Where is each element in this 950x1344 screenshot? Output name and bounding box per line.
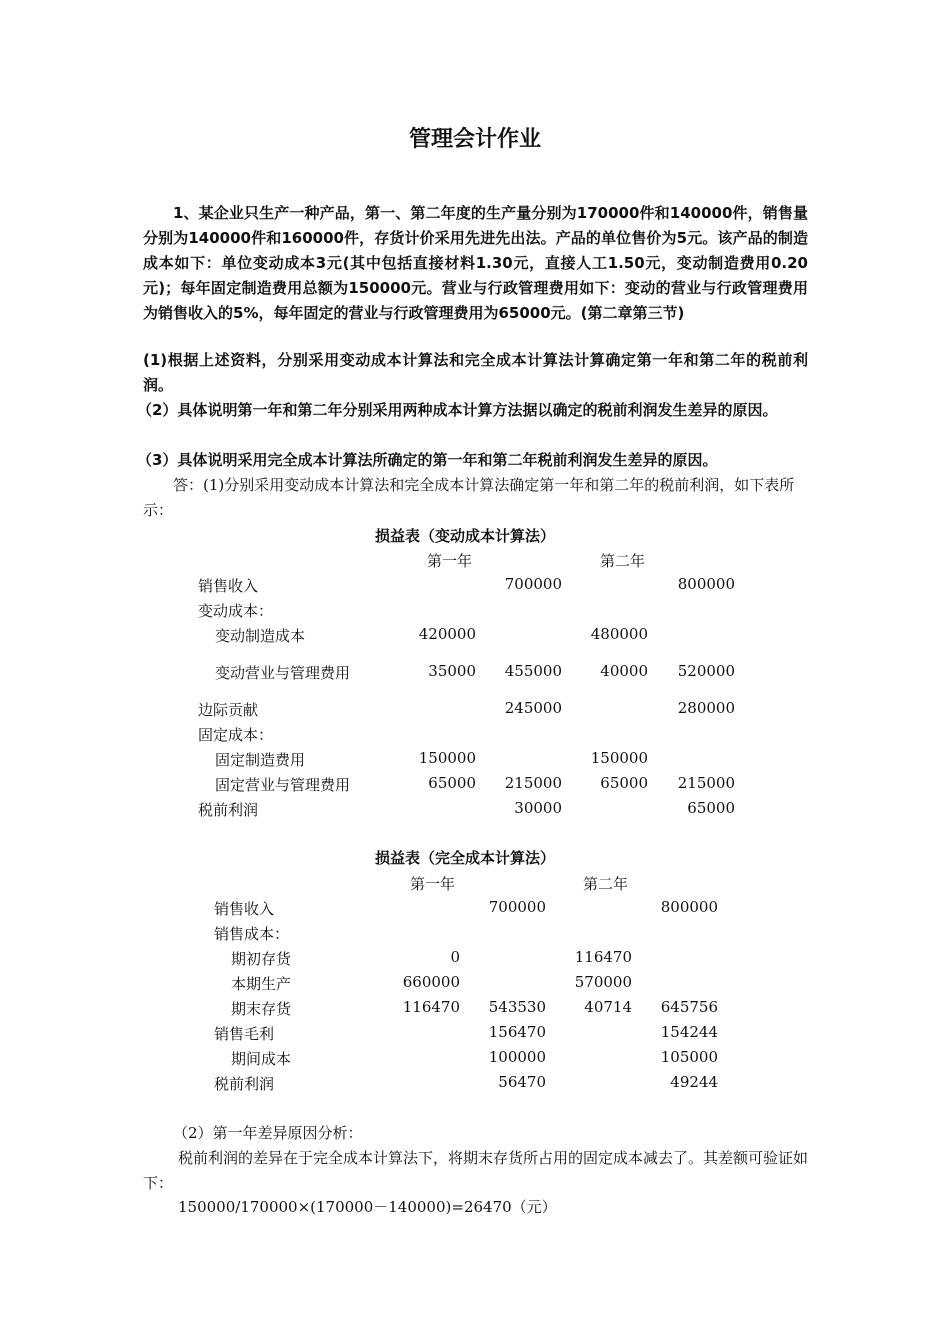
question-part-2: （2）具体说明第一年和第二年分别采用两种成本计算方法据以确定的税前利润发生差异的原因。 bbox=[137, 401, 778, 419]
question-part-1: (1)根据上述资料，分别采用变动成本计算法和完全成本计算法计算确定第一年和第二年的税前利润。 bbox=[143, 351, 808, 394]
cell-year1-detail: 660000 bbox=[402, 973, 460, 991]
cell-year2-detail: 150000 bbox=[590, 749, 648, 767]
cell-year1-total: 215000 bbox=[504, 774, 562, 792]
row-label: 边际贡献 bbox=[198, 701, 259, 719]
cell-year1-total: 543530 bbox=[488, 998, 546, 1016]
cell-year1-detail: 65000 bbox=[428, 774, 476, 792]
question-text: 1、某企业只生产一种产品，第一、第二年度的生产量分别为170000件和140000件，销售量分别为140000件和160000件，存货计价采用先进先出法。产品的单位售价为5元。该产品的制造成本如下：单位变动成本3元(其中包括直接材料1.30元，直接人工1.50元，变动制造费用0.20元)；每年固定制造费用总额为150000元。营业与行政管理费用如下：变动的营业与行政管理费用为销售收入的5%，每年固定的营业与行政管理费用为65000元。(第二章第三节) bbox=[143, 204, 808, 322]
answer-intro: 答：(1)分别采用变动成本计算法和完全成本计算法确定第一年和第二年的税前利润，如下表所示： bbox=[143, 476, 795, 519]
row-label: 期末存货 bbox=[231, 1000, 292, 1018]
row-label: 税前利润 bbox=[198, 801, 259, 819]
row-label: 销售毛利 bbox=[214, 1025, 275, 1043]
row-label: 变动营业与管理费用 bbox=[215, 664, 351, 682]
row-label: 销售收入 bbox=[198, 577, 259, 595]
cell-year1-total: 56470 bbox=[498, 1073, 546, 1091]
analysis-text: 税前利润的差异在于完全成本计算法下，将期末存货所占用的固定成本减去了。其差额可验证如下： bbox=[143, 1149, 809, 1192]
row-label: 期初存货 bbox=[231, 950, 292, 968]
cell-year1-total: 156470 bbox=[488, 1023, 546, 1041]
cell-year2-detail: 480000 bbox=[590, 625, 648, 643]
cell-year2-total: 154244 bbox=[660, 1023, 718, 1041]
cell-year1-total: 30000 bbox=[514, 799, 562, 817]
cell-year2-total: 49244 bbox=[670, 1073, 718, 1091]
row-label: 固定营业与管理费用 bbox=[215, 776, 351, 794]
row-label: 变动成本： bbox=[198, 602, 274, 620]
cell-year2-detail: 570000 bbox=[574, 973, 632, 991]
row-label: 税前利润 bbox=[214, 1075, 275, 1093]
cell-year2-detail: 65000 bbox=[600, 774, 648, 792]
cell-year2-total: 520000 bbox=[677, 662, 735, 680]
analysis-heading: （2）第一年差异原因分析： bbox=[173, 1124, 363, 1142]
row-label: 固定成本： bbox=[198, 726, 274, 744]
cell-year1-detail: 35000 bbox=[428, 662, 476, 680]
question-part-3: （3）具体说明采用完全成本计算法所确定的第一年和第二年税前利润发生差异的原因。 bbox=[137, 451, 718, 469]
cell-year1-detail: 116470 bbox=[402, 998, 460, 1016]
row-label: 本期生产 bbox=[231, 975, 292, 993]
row-label: 变动制造成本 bbox=[215, 627, 306, 645]
document-title: 管理会计作业 bbox=[408, 127, 541, 152]
table2-title: 损益表（完全成本计算法） bbox=[375, 849, 556, 867]
cell-year1-detail: 0 bbox=[450, 948, 460, 966]
cell-year1-total: 700000 bbox=[504, 575, 562, 593]
table2-year2-header: 第二年 bbox=[583, 875, 629, 893]
table2-year1-header: 第一年 bbox=[410, 875, 456, 893]
cell-year2-total: 65000 bbox=[687, 799, 735, 817]
cell-year2-detail: 40000 bbox=[600, 662, 648, 680]
cell-year2-detail: 116470 bbox=[574, 948, 632, 966]
table1-year2-header: 第二年 bbox=[600, 552, 646, 570]
cell-year1-total: 245000 bbox=[504, 699, 562, 717]
cell-year1-total: 455000 bbox=[504, 662, 562, 680]
cell-year1-total: 700000 bbox=[488, 898, 546, 916]
cell-year1-detail: 420000 bbox=[418, 625, 476, 643]
analysis-formula: 150000/170000×(170000－140000)=26470（元） bbox=[178, 1198, 557, 1216]
row-label: 销售收入 bbox=[214, 900, 275, 918]
row-label: 固定制造费用 bbox=[215, 751, 306, 769]
cell-year2-total: 105000 bbox=[660, 1048, 718, 1066]
table1-year1-header: 第一年 bbox=[427, 552, 473, 570]
cell-year2-total: 645756 bbox=[660, 998, 718, 1016]
row-label: 期间成本 bbox=[231, 1050, 292, 1068]
cell-year1-total: 100000 bbox=[488, 1048, 546, 1066]
cell-year1-detail: 150000 bbox=[418, 749, 476, 767]
row-label: 销售成本： bbox=[214, 925, 290, 943]
cell-year2-total: 800000 bbox=[677, 575, 735, 593]
cell-year2-total: 280000 bbox=[677, 699, 735, 717]
table1-title: 损益表（变动成本计算法） bbox=[375, 527, 556, 545]
cell-year2-total: 215000 bbox=[677, 774, 735, 792]
cell-year2-total: 800000 bbox=[660, 898, 718, 916]
cell-year2-detail: 40714 bbox=[584, 998, 632, 1016]
